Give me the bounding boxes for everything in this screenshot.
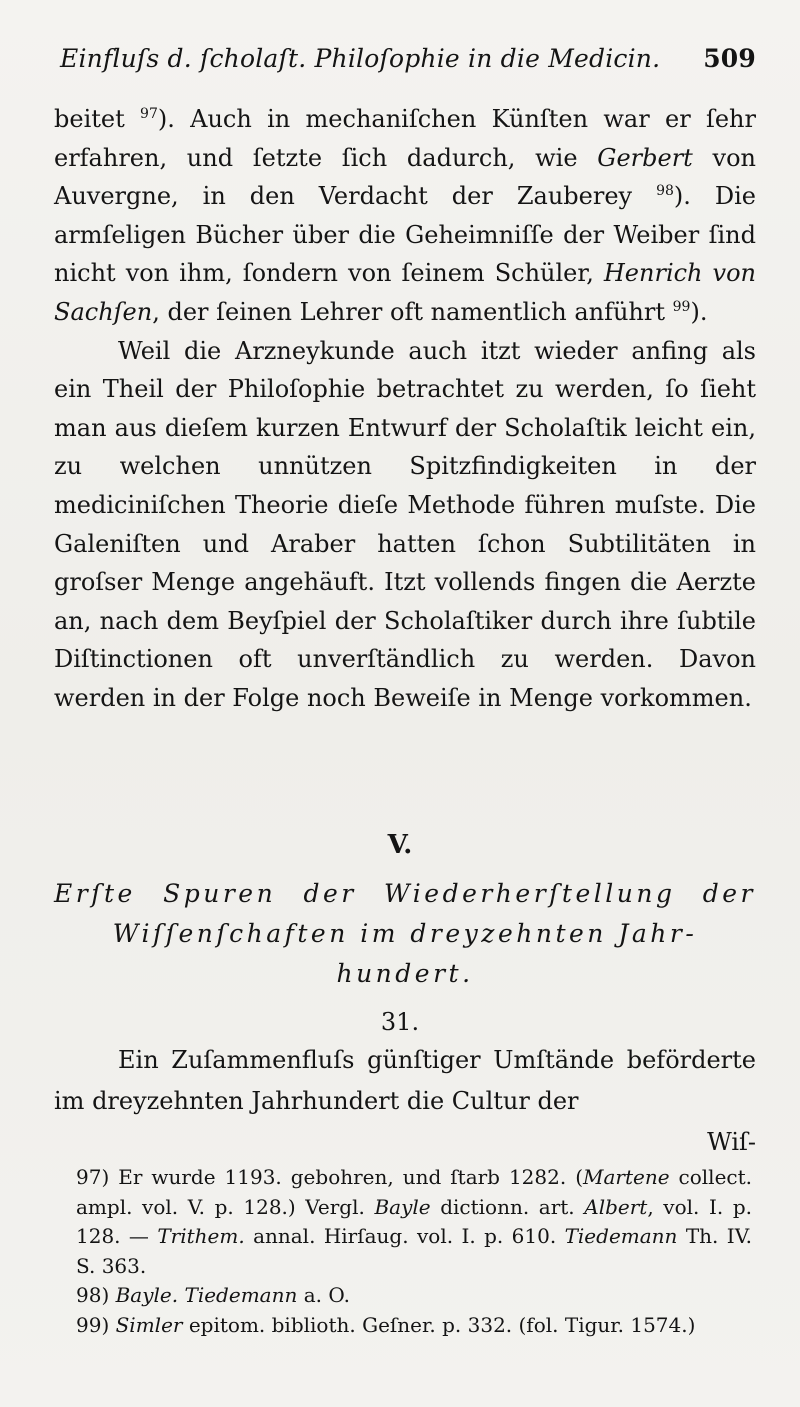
- footnotes: [76, 1163, 752, 1340]
- section-number: V.: [387, 830, 413, 860]
- text-segment: Albert: [584, 1194, 648, 1219]
- footnote-ref-99: 99: [672, 298, 691, 315]
- paragraph-3: Ein Zuſammenfluſs günſtiger Umſtände beförderte im dreyzehnten Jahrhundert die Cultur der: [54, 1046, 756, 1115]
- text-segment: collect. ampl. vol. V. p. 128.) Vergl.: [76, 1165, 753, 1219]
- text-segment: 98): [76, 1283, 116, 1307]
- section-title: [54, 874, 756, 994]
- name-henrich: Henrich von Sachſen: [54, 259, 756, 326]
- text-segment: Martene: [583, 1165, 670, 1189]
- text-segment: Simler: [115, 1312, 183, 1337]
- name-gerbert: Gerbert: [597, 143, 693, 172]
- running-header: [60, 44, 756, 73]
- paragraph-2: Weil die Arzneykunde auch itzt wieder anfing als ein Theil der Philoſophie betrachtet zu werden, ſo ſieht man aus dieſem kurzen Entwurf der Scholaſtik leicht ein, zu welchen unnützen Spitzfindigkeiten in der mediciniſchen Theorie dieſe Methode führen muſste. Die Galeniſten und Araber hatten ſchon Subtilitäten in groſser Menge angehäuft. Itzt vollends fingen die Aerzte an, nach dem Beyſpiel der Scholaſtiker durch ihre ſubtile Diſtinctionen oft unverſtändlich zu werden. Davon werden in der Folge noch Beweiſe in Menge vorkommen.: [54, 336, 756, 712]
- section-title-line: Erſte Spuren der Wiederherſtellung der: [54, 879, 756, 908]
- text-segment: , vol. I. p. 128. —: [76, 1194, 752, 1248]
- main-text: [54, 100, 756, 718]
- text-segment: ).: [690, 297, 708, 326]
- text-segment: Tiedemann: [184, 1283, 298, 1307]
- text-segment: Bayle: [374, 1194, 431, 1219]
- footnote-97: [76, 1163, 752, 1281]
- text-segment: ). Die armſeligen Bücher über die Geheimniſſe der Weiber ſind nicht von ihm, ſondern von ſeinem Schüler,: [54, 182, 756, 288]
- text-segment: , der ſeinen Lehrer oft namentlich anführt: [152, 297, 673, 326]
- main-text-continued: [54, 1040, 756, 1163]
- catchword: Wiſ-: [707, 1128, 756, 1156]
- text-segment: Bayle.: [115, 1283, 179, 1307]
- text-segment: 99): [76, 1312, 116, 1337]
- text-segment: epitom. biblioth. Geſner. p. 332. (fol. Tigur. 1574.): [182, 1312, 696, 1337]
- text-segment: Th. IV. S. 363.: [76, 1224, 752, 1278]
- text-segment: Trithem.: [157, 1224, 245, 1248]
- text-segment: dictionn. art.: [430, 1194, 585, 1219]
- text-segment: beitet: [54, 105, 141, 133]
- footnote-ref-98: 98: [656, 183, 674, 200]
- paragraph-number: 31.: [380, 1008, 420, 1036]
- text-segment: von Auvergne, in den Verdacht der Zauberey: [54, 143, 756, 211]
- section-title-line: Wiſſenſchaften im dreyzehnten Jahr-: [112, 919, 698, 948]
- text-segment: a. O.: [297, 1283, 350, 1307]
- text-segment: annal. Hirſaug. vol. I. p. 610.: [244, 1224, 565, 1248]
- text-segment: Tiedemann: [564, 1224, 678, 1248]
- paragraph-1: [54, 100, 756, 332]
- footnote-98: [76, 1281, 752, 1311]
- footnote-ref-97: 97: [140, 106, 158, 122]
- text-segment: ). Auch in mechaniſchen Künſten war er ſehr erfahren, und ſetzte ſich dadurch, wie: [54, 105, 756, 172]
- section-title-line: hundert.: [336, 959, 474, 988]
- page-number: 509: [703, 44, 756, 73]
- footnote-99: [76, 1311, 752, 1341]
- text-segment: 97) Er wurde 1193. gebohren, und ſtarb 1282. (: [76, 1165, 583, 1189]
- running-title: Einfluſs d. ſcholaſt. Philoſophie in die Medicin.: [60, 44, 661, 73]
